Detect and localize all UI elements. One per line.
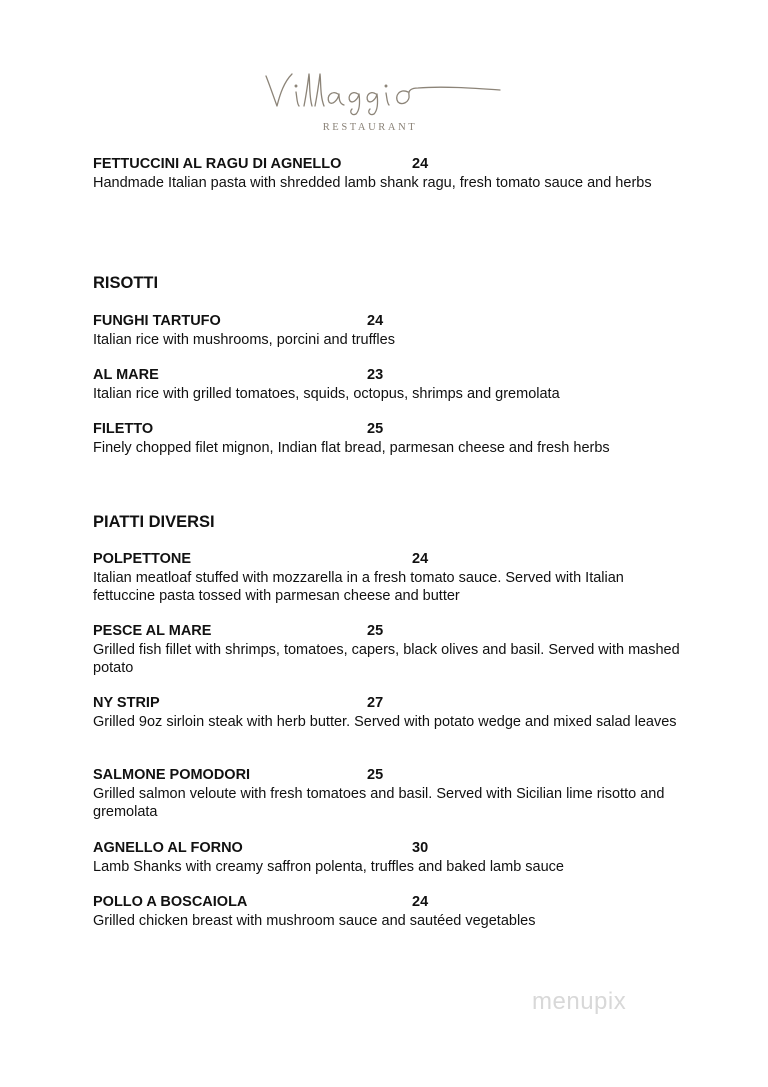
item-name: FUNGHI TARTUFO [93, 313, 221, 329]
item-name: FILETTO [93, 421, 154, 437]
villaggio-script-logo-icon [262, 66, 508, 118]
item-price: 24 [412, 156, 429, 172]
item-price: 27 [367, 695, 384, 711]
section-title-risotti: RISOTTI [93, 274, 159, 292]
item-price: 30 [412, 840, 429, 856]
item-description: Italian meatloaf stuffed with mozzarella in a fresh tomato sauce. Served with Italian fettuccine pasta tossed with parmesan cheese and butter [93, 570, 624, 604]
item-description: Italian rice with mushrooms, porcini and truffles [93, 332, 395, 348]
section-title-piatti-diversi: PIATTI DIVERSI [93, 513, 215, 531]
restaurant-logo [262, 66, 508, 138]
item-description: Handmade Italian pasta with shredded lamb shank ragu, fresh tomato sauce and herbs [93, 175, 652, 191]
item-price: 23 [367, 367, 384, 383]
item-name: SALMONE POMODORI [93, 767, 251, 783]
menupix-watermark: menupix [532, 988, 627, 1015]
item-price: 24 [412, 894, 429, 910]
item-description: Grilled salmon veloute with fresh tomatoes and basil. Served with Sicilian lime risotto and gremolata [93, 786, 665, 820]
logo-subtitle: RESTAURANT [322, 122, 418, 133]
item-description: Grilled fish fillet with shrimps, tomatoes, capers, black olives and basil. Served with mashed potato [93, 642, 680, 676]
item-description: Grilled chicken breast with mushroom sauce and sautéed vegetables [93, 913, 536, 929]
item-description: Lamb Shanks with creamy saffron polenta, truffles and baked lamb sauce [93, 859, 564, 875]
item-name: PESCE AL MARE [93, 623, 212, 639]
item-name: FETTUCCINI AL RAGU DI AGNELLO [93, 156, 342, 172]
item-price: 25 [367, 767, 384, 783]
item-name: AGNELLO AL FORNO [93, 840, 243, 856]
item-price: 24 [412, 551, 429, 567]
item-name: POLLO A BOSCAIOLA [93, 894, 248, 910]
item-price: 25 [367, 421, 384, 437]
item-name: POLPETTONE [93, 551, 192, 567]
item-price: 24 [367, 313, 384, 329]
item-price: 25 [367, 623, 384, 639]
item-description: Finely chopped filet mignon, Indian flat bread, parmesan cheese and fresh herbs [93, 440, 610, 456]
item-description: Grilled 9oz sirloin steak with herb butter. Served with potato wedge and mixed salad leaves [93, 714, 677, 730]
item-description: Italian rice with grilled tomatoes, squids, octopus, shrimps and gremolata [93, 386, 560, 402]
item-name: AL MARE [93, 367, 159, 383]
item-name: NY STRIP [93, 695, 160, 711]
